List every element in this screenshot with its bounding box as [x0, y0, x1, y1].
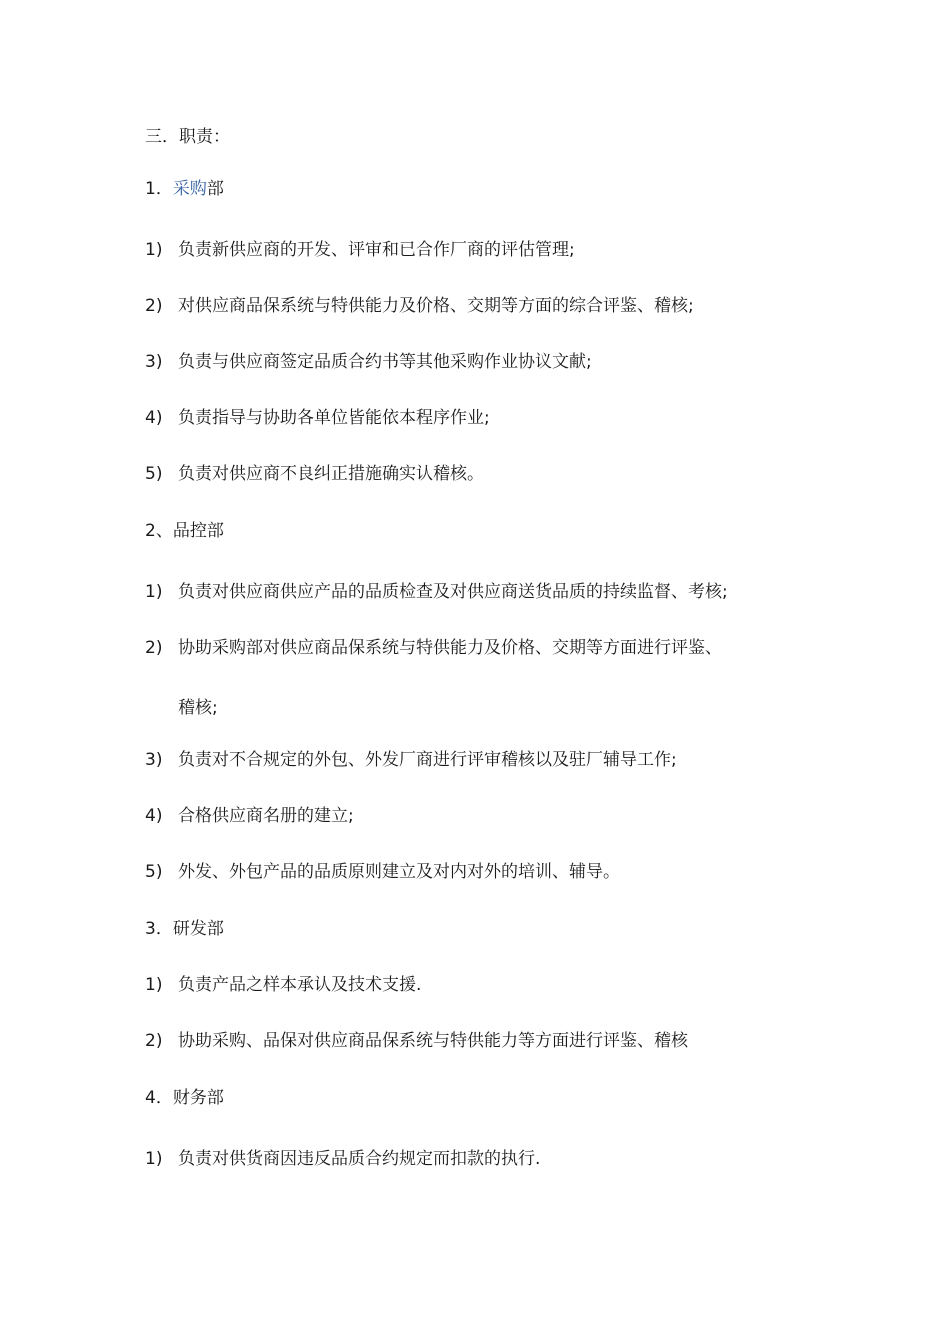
item-text: 外发、外包产品的品质原则建立及对内对外的培训、辅导。: [178, 862, 620, 882]
list-item: [145, 1148, 540, 1170]
finance-heading: 4．财务部: [145, 1088, 224, 1108]
list-item: [145, 974, 421, 996]
list-item: [145, 637, 722, 659]
item-number: 4): [145, 806, 163, 826]
item-number: 1): [145, 582, 163, 602]
item-number: 2): [145, 1031, 163, 1051]
item-text: 负责对供应商不良纠正措施确实认稽核。: [178, 464, 484, 484]
list-item: [145, 463, 484, 485]
item-number: 4): [145, 408, 163, 428]
item-text: 负责与供应商签定品质合约书等其他采购作业协议文献;: [178, 352, 592, 372]
procurement-suffix: 部: [206, 179, 224, 199]
item-text: 合格供应商名册的建立;: [178, 806, 354, 826]
list-item: [145, 351, 592, 373]
list-item: [145, 239, 575, 261]
item-text: 对供应商品保系统与特供能力及价格、交期等方面的综合评鉴、稽核;: [178, 296, 694, 316]
list-item: [145, 861, 620, 883]
list-item: [145, 805, 354, 827]
item-text: 负责指导与协助各单位皆能依本程序作业;: [178, 408, 490, 428]
procurement-number: 1．: [145, 179, 173, 199]
item-text: 负责产品之样本承认及技术支援.: [178, 975, 422, 995]
item-number: 3): [145, 750, 163, 770]
item-text: 负责对供货商因违反品质合约规定而扣款的执行.: [178, 1149, 541, 1169]
item-text: 协助采购部对供应商品保系统与特供能力及价格、交期等方面进行评鉴、: [178, 638, 722, 658]
item-number: 3): [145, 352, 163, 372]
item-number: 2): [145, 638, 163, 658]
procurement-link[interactable]: 采购: [172, 179, 207, 199]
item-number: 1): [145, 1149, 163, 1169]
list-item: [145, 407, 490, 429]
item-number: 5): [145, 464, 163, 484]
list-item: [145, 1030, 688, 1052]
item-number: 2): [145, 296, 163, 316]
procurement-heading: [145, 178, 224, 200]
list-item-continuation: 稽核;: [178, 698, 218, 718]
item-text: 负责新供应商的开发、评审和已合作厂商的评估管理;: [178, 240, 575, 260]
qc-heading: 2、品控部: [145, 521, 224, 541]
list-item: [145, 749, 677, 771]
list-item: [145, 295, 694, 317]
item-number: 5): [145, 862, 163, 882]
item-number: 1): [145, 975, 163, 995]
item-text: 负责对不合规定的外包、外发厂商进行评审稽核以及驻厂辅导工作;: [178, 750, 677, 770]
list-item: [145, 581, 728, 603]
item-number: 1): [145, 240, 163, 260]
rd-heading: 3．研发部: [145, 919, 224, 939]
section-title: 三．职责：: [145, 127, 230, 147]
item-text: 协助采购、品保对供应商品保系统与特供能力等方面进行评鉴、稽核: [178, 1031, 688, 1051]
item-text: 负责对供应商供应产品的品质检查及对供应商送货品质的持续监督、考核;: [178, 582, 728, 602]
